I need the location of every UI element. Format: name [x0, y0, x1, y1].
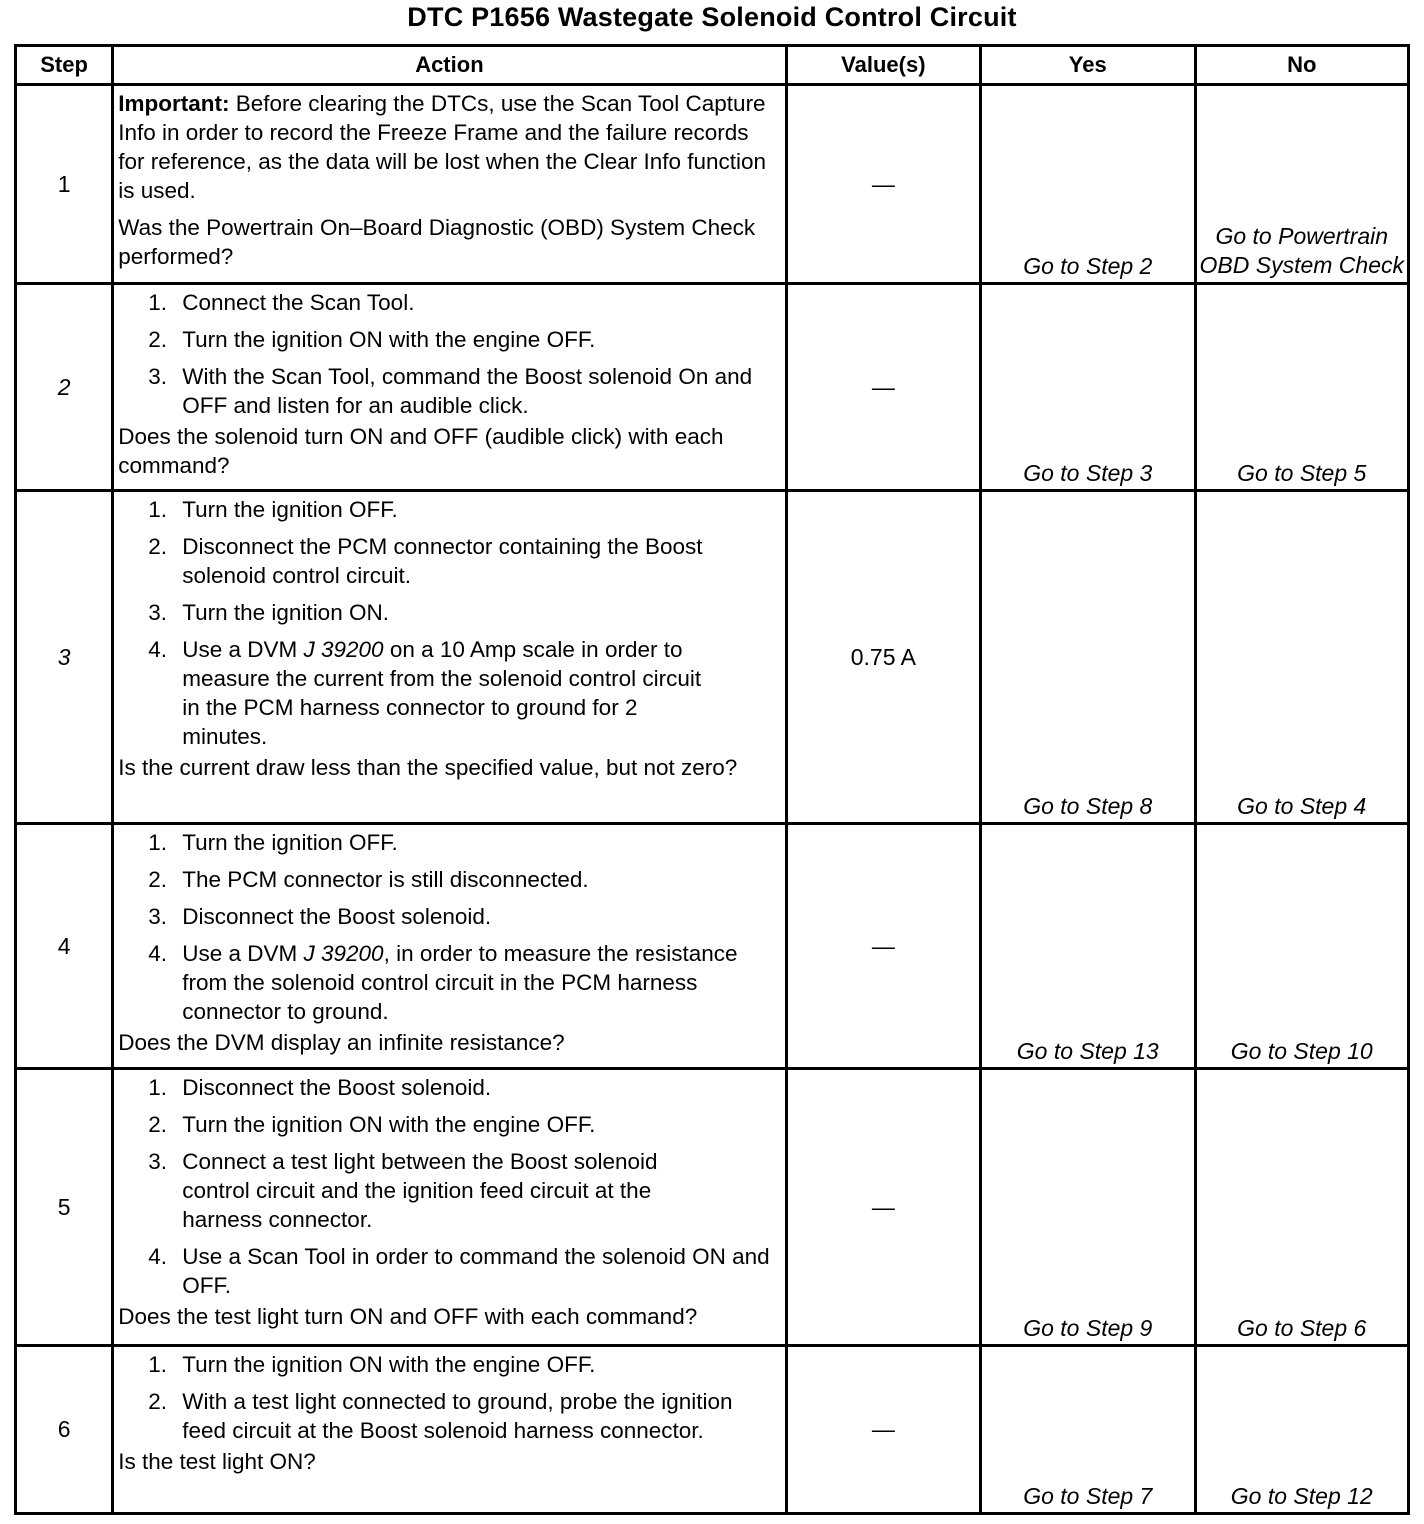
list-item: 2. With a test light connected to ground, probe the ignition feed circuit at the Boost solenoid harness connector.	[148, 1389, 733, 1443]
no-cell: Go to Step 12	[1195, 1346, 1409, 1514]
action-list	[118, 828, 778, 1026]
no-cell: Go to Step 4	[1195, 491, 1409, 824]
list-item: 1. Connect the Scan Tool.	[148, 290, 415, 315]
question: Does the solenoid turn ON and OFF (audible click) with each command?	[118, 424, 724, 478]
action-cell	[113, 284, 786, 491]
header-values: Value(s)	[786, 46, 980, 85]
diagnostic-table	[14, 44, 1410, 1515]
header-yes: Yes	[981, 46, 1195, 85]
header-action: Action	[113, 46, 786, 85]
step-number: 1	[16, 85, 113, 284]
action-cell	[113, 1069, 786, 1346]
list-item: 3. With the Scan Tool, command the Boost solenoid On and OFF and listen for an audible click.	[148, 364, 753, 418]
table-row	[16, 284, 1409, 491]
question: Does the test light turn ON and OFF with each command?	[118, 1304, 698, 1329]
no-cell: Go to Step 6	[1195, 1069, 1409, 1346]
header-step: Step	[16, 46, 113, 85]
no-cell: Go to Step 10	[1195, 824, 1409, 1069]
yes-cell: Go to Step 7	[981, 1346, 1195, 1514]
page-title: DTC P1656 Wastegate Solenoid Control Circuit	[407, 2, 1017, 32]
action-cell	[113, 491, 786, 824]
important-text: Before clearing the DTCs, use the Scan Tool Capture Info in order to record the Freeze Frame and the failure records for reference, as the data will be lost when the Clear Info function is used.	[118, 91, 767, 203]
action-cell	[113, 85, 786, 284]
list-item: 4. Use a Scan Tool in order to command the solenoid ON and OFF.	[148, 1244, 770, 1298]
step-number: 2	[16, 284, 113, 491]
list-item: 2. Turn the ignition ON with the engine OFF.	[148, 327, 596, 352]
tool-number: J 39200	[303, 941, 384, 966]
list-item: 2. Disconnect the PCM connector containing the Boost solenoid control circuit.	[148, 534, 703, 588]
list-item: 1. Turn the ignition OFF.	[148, 830, 398, 855]
question: Was the Powertrain On–Board Diagnostic (OBD) System Check performed?	[118, 215, 756, 269]
list-item: 1. Turn the ignition ON with the engine OFF.	[148, 1352, 596, 1377]
value-cell: —	[786, 85, 980, 284]
value-cell: —	[786, 1069, 980, 1346]
header-row	[16, 46, 1409, 85]
no-prefix: Go to	[1215, 223, 1279, 249]
step-number: 6	[16, 1346, 113, 1514]
action-cell	[113, 824, 786, 1069]
no-cell: Go to Step 5	[1195, 284, 1409, 491]
yes-cell: Go to Step 9	[981, 1069, 1195, 1346]
list-item: 1. Disconnect the Boost solenoid.	[148, 1075, 492, 1100]
table-row	[16, 491, 1409, 824]
action-list	[118, 288, 778, 420]
yes-cell: Go to Step 13	[981, 824, 1195, 1069]
header-no: No	[1195, 46, 1409, 85]
action-list	[118, 1350, 778, 1445]
step-number: 3	[16, 491, 113, 824]
action-list	[118, 1073, 778, 1300]
important-note	[118, 89, 778, 205]
table-row	[16, 85, 1409, 284]
step-number: 5	[16, 1069, 113, 1346]
list-item: 3. Disconnect the Boost solenoid.	[148, 904, 492, 929]
action-cell	[113, 1346, 786, 1514]
list-item: 3. Connect a test light between the Boost solenoid control circuit and the ignition feed circuit at the harness connector.	[148, 1149, 658, 1232]
step-number: 4	[16, 824, 113, 1069]
important-label: Important:	[118, 91, 230, 116]
yes-cell: Go to Step 8	[981, 491, 1195, 824]
question: Does the DVM display an infinite resistance?	[118, 1030, 565, 1055]
value-cell: —	[786, 824, 980, 1069]
list-item: 2. Turn the ignition ON with the engine OFF.	[148, 1112, 596, 1137]
no-cell	[1195, 85, 1409, 284]
yes-cell: Go to Step 2	[981, 85, 1195, 284]
list-item: 2. The PCM connector is still disconnected.	[148, 867, 589, 892]
table-row	[16, 1069, 1409, 1346]
yes-cell: Go to Step 3	[981, 284, 1195, 491]
list-item: 4. Use a DVM J 39200, in order to measure the resistance from the solenoid control circuit in the PCM harness connector to ground.	[148, 941, 738, 1024]
value-cell: 0.75 A	[786, 491, 980, 824]
list-item: 4. Use a DVM J 39200 on a 10 Amp scale in order to measure the current from the solenoid control circuit in the PCM harness connector to ground for 2 minutes.	[148, 637, 702, 749]
table-row	[16, 824, 1409, 1069]
value-cell: —	[786, 284, 980, 491]
question: Is the current draw less than the specified value, but not zero?	[118, 755, 738, 780]
no-link-text: Powertrain OBD System Check	[1199, 223, 1404, 278]
list-item: 1. Turn the ignition OFF.	[148, 497, 398, 522]
tool-number: J 39200	[303, 637, 384, 662]
value-cell: —	[786, 1346, 980, 1514]
question: Is the test light ON?	[118, 1449, 316, 1474]
list-item: 3. Turn the ignition ON.	[148, 600, 389, 625]
table-row	[16, 1346, 1409, 1514]
action-list	[118, 495, 778, 751]
